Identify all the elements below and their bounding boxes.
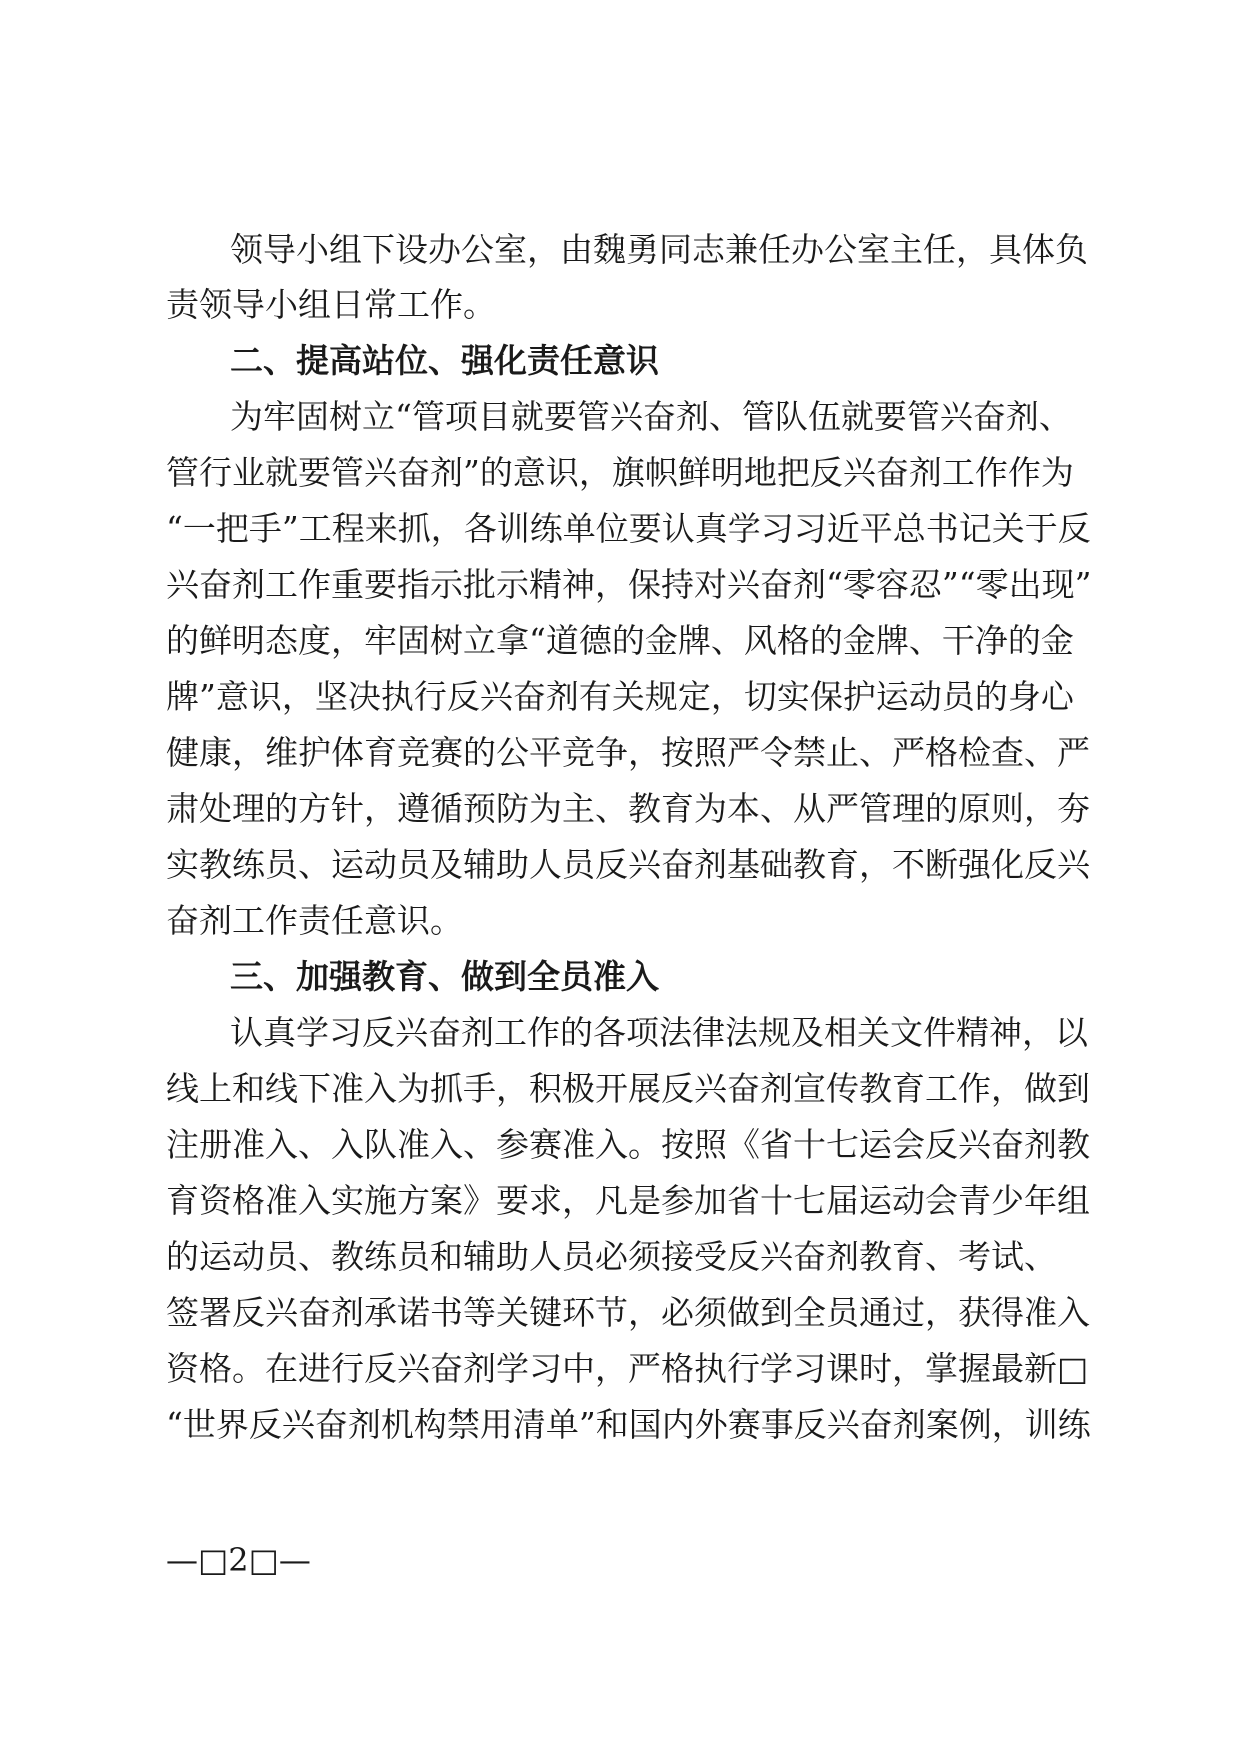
paragraph-line: 的运动员、教练员和辅助人员必须接受反兴奋剂教育、考试、 — [166, 1237, 1057, 1276]
paragraph-line: 奋剂工作责任意识。 — [166, 901, 463, 940]
paragraph-line: 资格。在进行反兴奋剂学习中，严格执行学习课时，掌握最新□ — [166, 1349, 1089, 1388]
paragraph-line: 的鲜明态度，牢固树立拿“道德的金牌、风格的金牌、干净的金 — [166, 621, 1074, 660]
paragraph-line: 兴奋剂工作重要指示批示精神，保持对兴奋剂“零容忍”“零出现” — [166, 565, 1092, 604]
page-number: —□2□— — [166, 1541, 311, 1579]
paragraph-line: 认真学习反兴奋剂工作的各项法律法规及相关文件精神，以 — [230, 1013, 1088, 1052]
paragraph-line: 实教练员、运动员及辅助人员反兴奋剂基础教育，不断强化反兴 — [166, 845, 1090, 884]
paragraph-line: 管行业就要管兴奋剂”的意识，旗帜鲜明地把反兴奋剂工作作为 — [166, 453, 1074, 492]
paragraph-line: 线上和线下准入为抓手，积极开展反兴奋剂宣传教育工作，做到 — [166, 1069, 1090, 1108]
paragraph-line: 责领导小组日常工作。 — [166, 285, 496, 324]
paragraph-line: 牌”意识，坚决执行反兴奋剂有关规定，切实保护运动员的身心 — [166, 677, 1074, 716]
paragraph-line: 签署反兴奋剂承诺书等关键环节，必须做到全员通过，获得准入 — [166, 1293, 1090, 1332]
paragraph-line: 育资格准入实施方案》要求，凡是参加省十七届运动会青少年组 — [166, 1181, 1090, 1220]
paragraph-line: 肃处理的方针，遵循预防为主、教育为本、从严管理的原则，夯 — [166, 789, 1090, 828]
paragraph-line: 为牢固树立“管项目就要管兴奋剂、管队伍就要管兴奋剂、 — [230, 397, 1072, 436]
paragraph-line: 健康，维护体育竞赛的公平竞争，按照严令禁止、严格检查、严 — [166, 733, 1090, 772]
paragraph-line: 注册准入、入队准入、参赛准入。按照《省十七运会反兴奋剂教 — [166, 1125, 1090, 1164]
paragraph-line: “世界反兴奋剂机构禁用清单”和国内外赛事反兴奋剂案例，训练 — [166, 1405, 1091, 1444]
paragraph-line: 领导小组下设办公室，由魏勇同志兼任办公室主任，具体负 — [230, 230, 1088, 269]
section-heading: 二、提高站位、强化责任意识 — [230, 341, 659, 380]
paragraph-line: “一把手”工程来抓，各训练单位要认真学习习近平总书记关于反 — [166, 509, 1091, 548]
section-heading: 三、加强教育、做到全员准入 — [230, 957, 659, 996]
